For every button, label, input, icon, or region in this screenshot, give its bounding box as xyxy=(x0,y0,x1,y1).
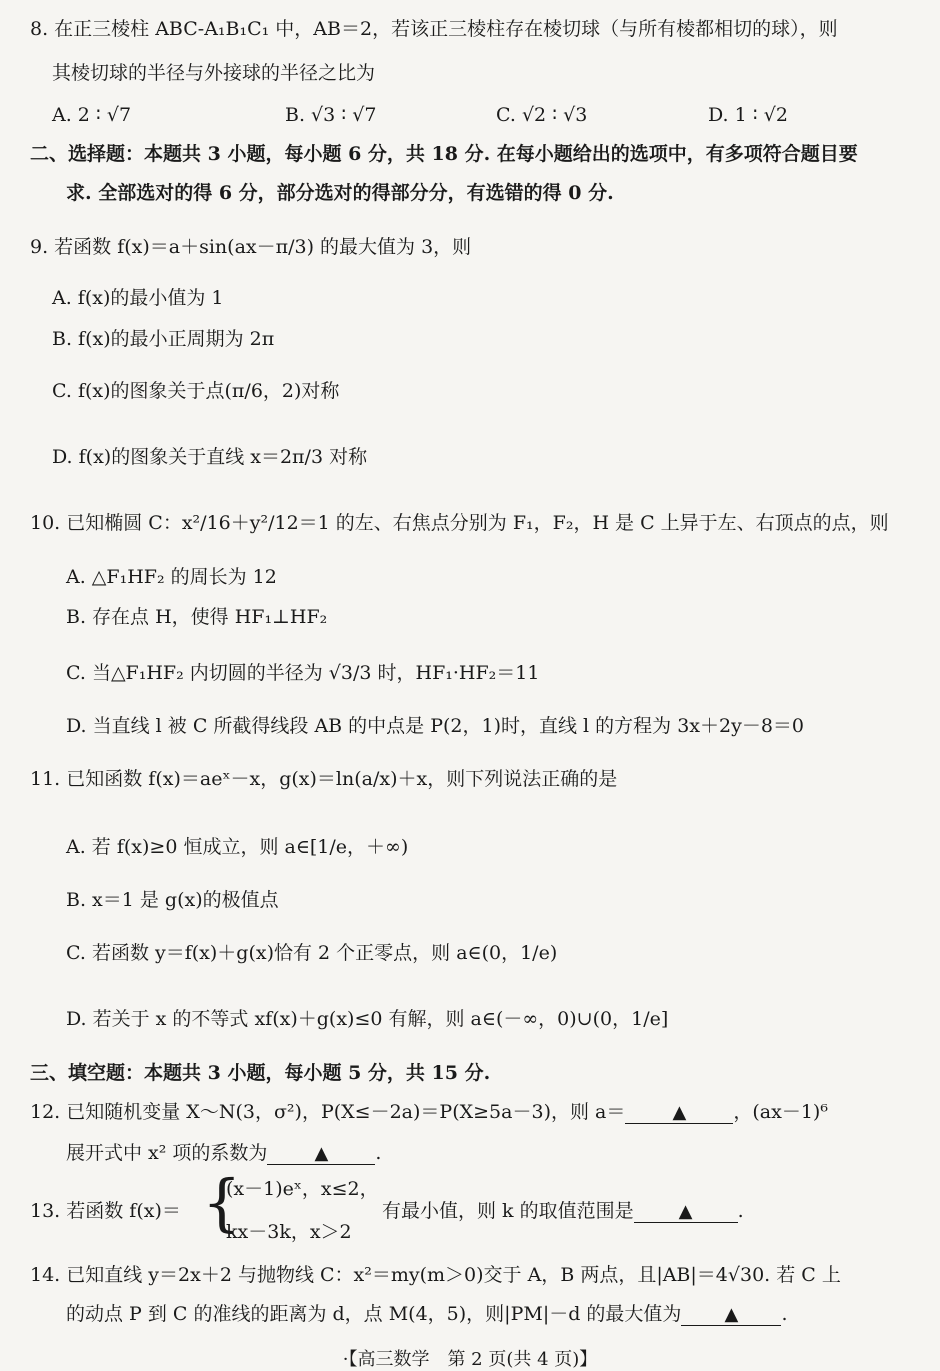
triangle-marker-icon: ▲ xyxy=(678,1201,693,1222)
q13-answer-blank[interactable] xyxy=(634,1200,738,1223)
q8-stem-line2: 其棱切球的半径与外接球的半径之比为 xyxy=(52,62,376,84)
q14-answer-blank[interactable] xyxy=(681,1303,781,1326)
triangle-marker-icon: ▲ xyxy=(314,1143,329,1164)
q11-option-c: C. 若函数 y＝f(x)＋g(x)恰有 2 个正零点，则 a∈(0，1/e) xyxy=(66,942,558,964)
q14-line1: 14. 已知直线 y＝2x＋2 与抛物线 C：x²＝my(m＞0)交于 A，B 两点，且|AB|＝4√30. 若 C 上 xyxy=(30,1264,841,1286)
q14-text: 的动点 P 到 C 的准线的距离为 d，点 M(4，5)，则|PM|－d 的最大值为 xyxy=(66,1303,682,1325)
section3-instructions: 三、填空题：本题共 3 小题，每小题 5 分，共 15 分. xyxy=(30,1062,491,1084)
q12-line1 xyxy=(30,1101,828,1124)
q8-option-c: C. √2 ∶ √3 xyxy=(496,104,588,126)
q12-line2 xyxy=(66,1142,381,1165)
section2-instructions-line2: 求. 全部选对的得 6 分，部分选对的得部分分，有选错的得 0 分. xyxy=(66,182,614,204)
q13-prefix: 13. 若函数 f(x)＝ xyxy=(30,1200,181,1222)
q13-end: . xyxy=(737,1200,744,1222)
q8-option-b: B. √3 ∶ √7 xyxy=(285,104,377,126)
triangle-marker-icon: ▲ xyxy=(724,1304,739,1325)
triangle-marker-icon: ▲ xyxy=(672,1102,687,1123)
q9-option-b: B. f(x)的最小正周期为 2π xyxy=(52,328,275,350)
piecewise-brace: { xyxy=(202,1166,242,1239)
q10-option-b: B. 存在点 H，使得 HF₁⊥HF₂ xyxy=(66,606,328,628)
q9-option-a: A. f(x)的最小值为 1 xyxy=(52,287,224,309)
q13-case-1: (x－1)eˣ，x≤2， xyxy=(226,1178,379,1200)
q14-end: . xyxy=(781,1303,788,1325)
q12-answer-blank-1[interactable] xyxy=(625,1101,733,1124)
q12-end: . xyxy=(375,1142,382,1164)
q10-option-c: C. 当△F₁HF₂ 内切圆的半径为 √3/3 时，HF₁·HF₂＝11 xyxy=(66,662,540,684)
q11-option-a: A. 若 f(x)≥0 恒成立，则 a∈[1/e，＋∞) xyxy=(66,836,409,858)
q13-line-tail xyxy=(382,1200,744,1223)
q13-suffix: 有最小值，则 k 的取值范围是 xyxy=(382,1200,634,1222)
q8-stem-line1: 8. 在正三棱柱 ABC-A₁B₁C₁ 中，AB＝2，若该正三棱柱存在棱切球（与所有棱都相切的球），则 xyxy=(30,18,838,40)
q8-option-a: A. 2 ∶ √7 xyxy=(52,104,132,126)
q9-stem: 9. 若函数 f(x)＝a＋sin(ax－π/3) 的最大值为 3，则 xyxy=(30,236,472,258)
q13-case-2: kx－3k，x＞2 xyxy=(226,1221,352,1243)
q8-option-d: D. 1 ∶ √2 xyxy=(708,104,788,126)
q14-line2 xyxy=(66,1303,787,1326)
q12-text-part1: 12. 已知随机变量 X～N(3，σ²)，P(X≤－2a)＝P(X≥5a－3)，则 a＝ xyxy=(30,1101,626,1123)
section2-instructions-line1: 二、选择题：本题共 3 小题，每小题 6 分，共 18 分. 在每小题给出的选项中，有多项符合题目要 xyxy=(30,143,858,165)
q9-option-c: C. f(x)的图象关于点(π/6，2)对称 xyxy=(52,380,340,402)
q10-option-d: D. 当直线 l 被 C 所截得线段 AB 的中点是 P(2，1)时，直线 l 的方程为 3x＋2y－8＝0 xyxy=(66,715,804,737)
q11-stem: 11. 已知函数 f(x)＝aeˣ－x，g(x)＝ln(a/x)＋x，则下列说法正确的是 xyxy=(30,768,618,790)
q10-option-a: A. △F₁HF₂ 的周长为 12 xyxy=(66,566,277,588)
q12-answer-blank-2[interactable] xyxy=(267,1142,375,1165)
q9-option-d: D. f(x)的图象关于直线 x＝2π/3 对称 xyxy=(52,446,368,468)
q12-text-part2: ，(ax－1)⁶ xyxy=(733,1101,828,1123)
page-footer: ·【高三数学 第 2 页(共 4 页)】 xyxy=(342,1349,598,1370)
q12-text-part3: 展开式中 x² 项的系数为 xyxy=(66,1142,268,1164)
q10-stem: 10. 已知椭圆 C：x²/16＋y²/12＝1 的左、右焦点分别为 F₁，F₂，H 是 C 上异于左、右顶点的点，则 xyxy=(30,512,889,534)
q11-option-d: D. 若关于 x 的不等式 xf(x)＋g(x)≤0 有解，则 a∈(－∞，0)∪(0，1/e] xyxy=(66,1008,669,1030)
q11-option-b: B. x＝1 是 g(x)的极值点 xyxy=(66,889,279,911)
